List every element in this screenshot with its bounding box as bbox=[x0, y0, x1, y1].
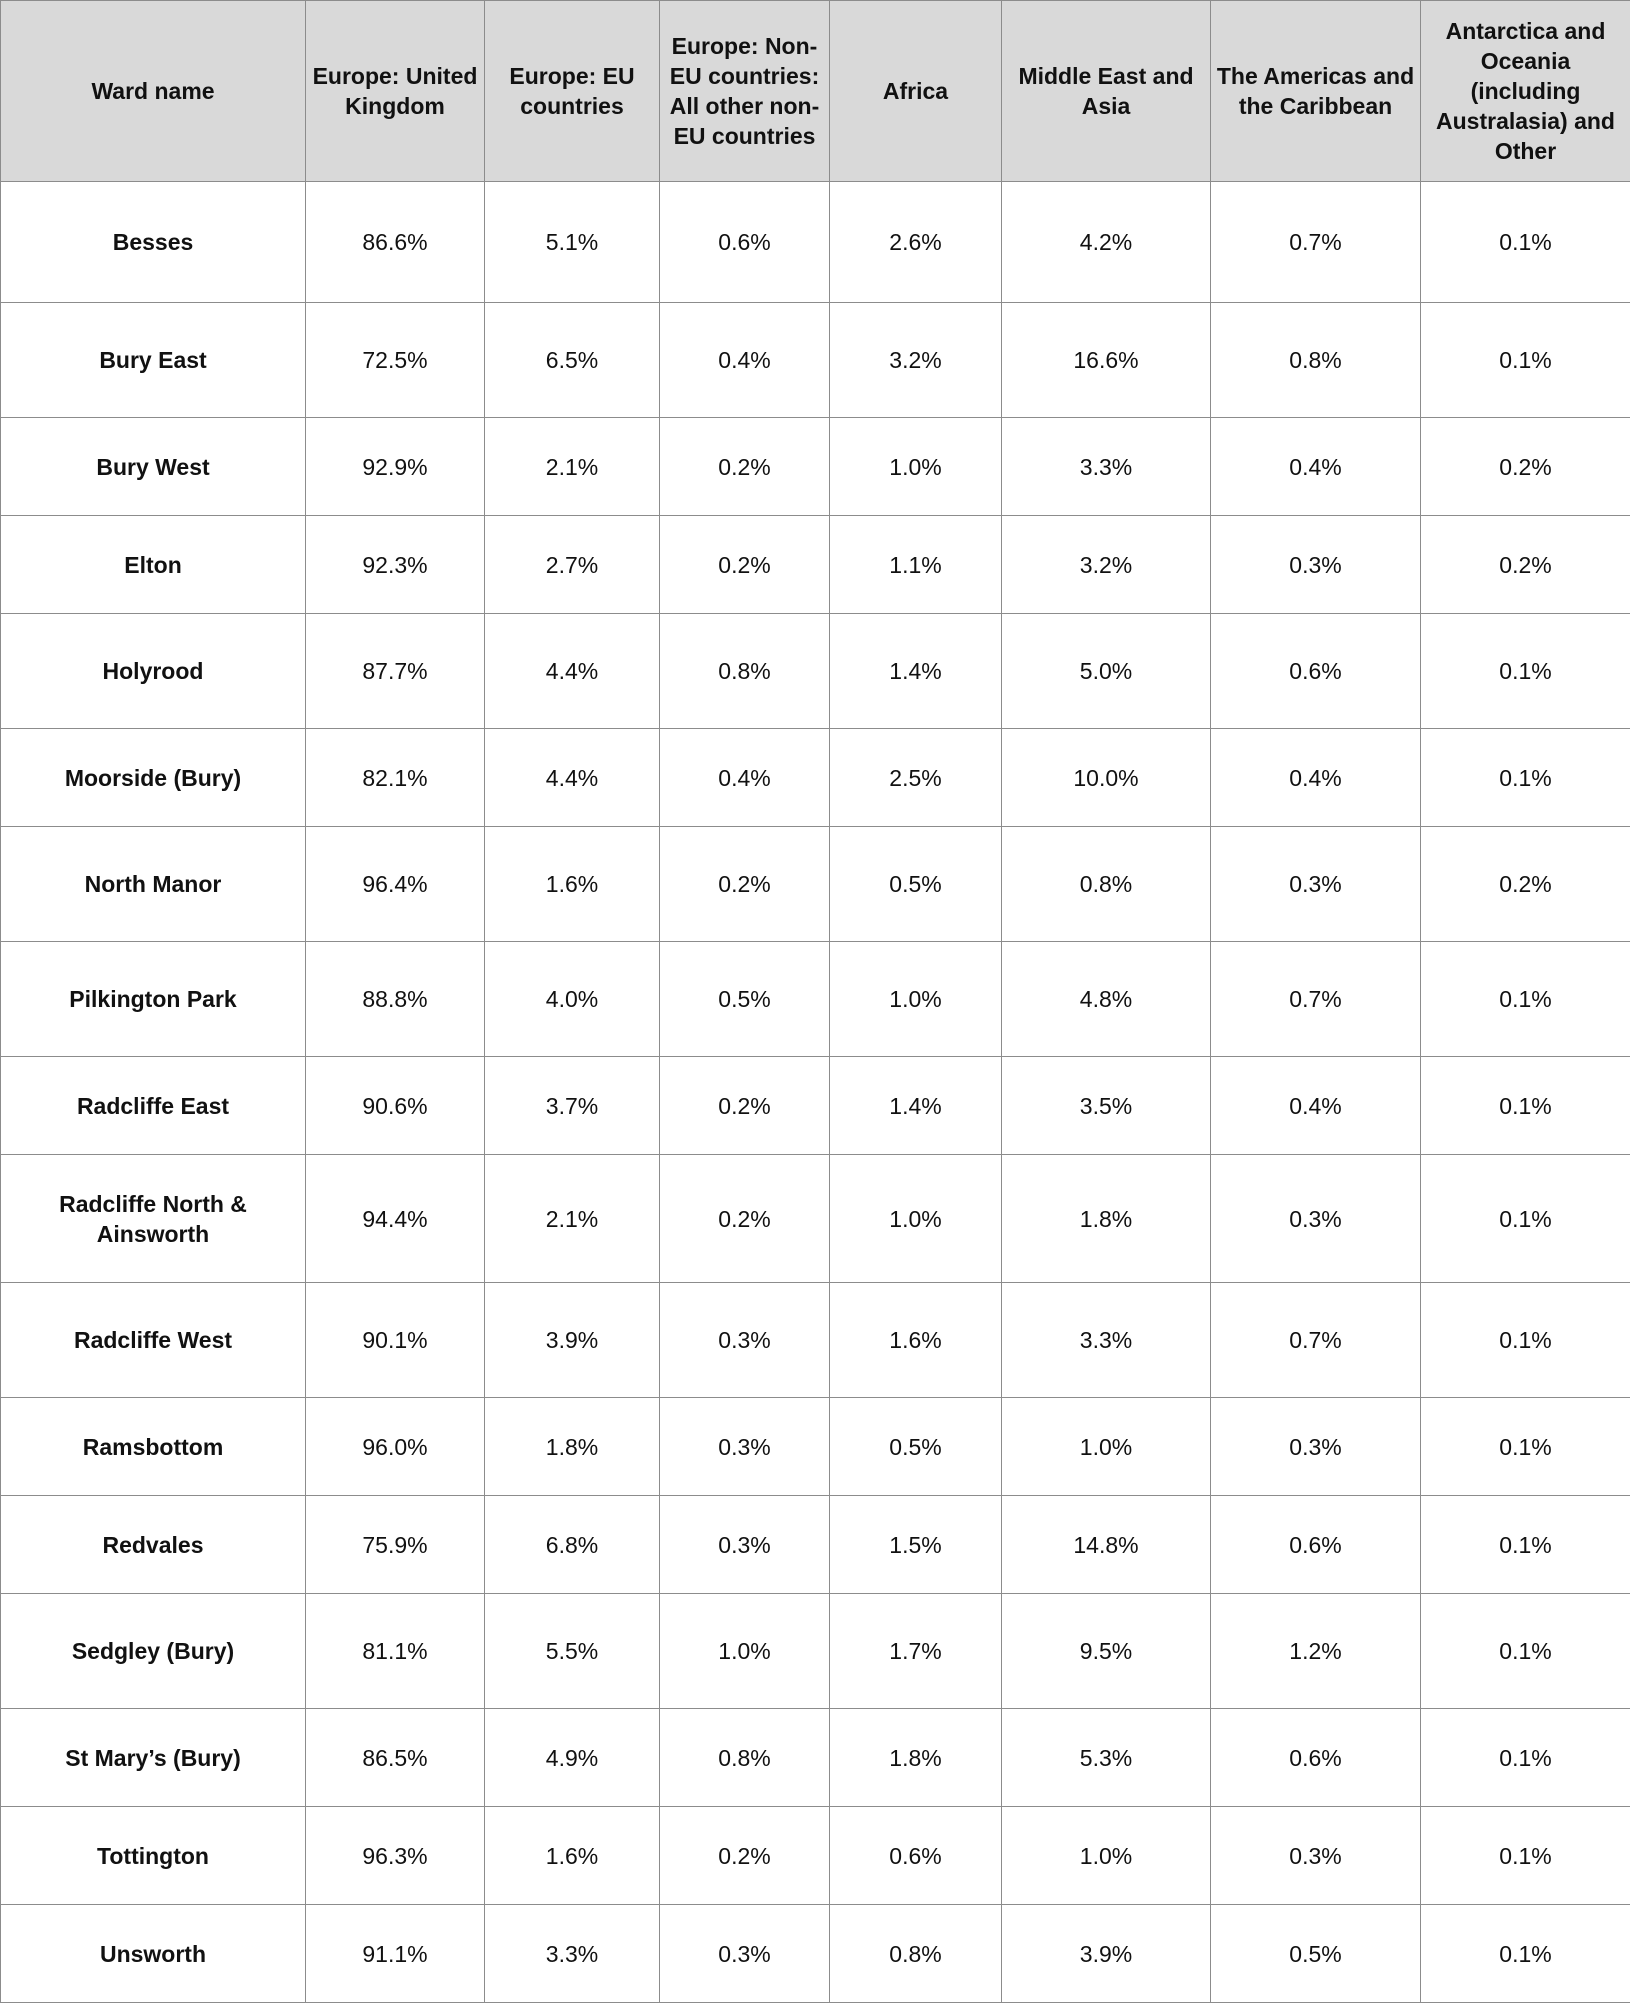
cell-europe-non-eu-countries: 0.2% bbox=[660, 418, 830, 516]
cell-africa: 0.8% bbox=[830, 1905, 1002, 2003]
cell-americas-and-caribbean: 0.6% bbox=[1211, 1496, 1421, 1594]
cell-americas-and-caribbean: 0.7% bbox=[1211, 182, 1421, 303]
table-row bbox=[1, 303, 1630, 418]
cell-europe-united-kingdom: 86.6% bbox=[306, 182, 485, 303]
cell-africa: 2.5% bbox=[830, 729, 1002, 827]
cell-antarctica-oceania-other: 0.1% bbox=[1421, 1496, 1630, 1594]
cell-europe-non-eu-countries: 0.3% bbox=[660, 1496, 830, 1594]
cell-europe-non-eu-countries: 0.4% bbox=[660, 729, 830, 827]
cell-africa: 1.5% bbox=[830, 1496, 1002, 1594]
cell-europe-united-kingdom: 86.5% bbox=[306, 1709, 485, 1807]
table-row bbox=[1, 827, 1630, 942]
cell-americas-and-caribbean: 0.7% bbox=[1211, 942, 1421, 1057]
cell-middle-east-and-asia: 3.2% bbox=[1002, 516, 1211, 614]
table-row bbox=[1, 942, 1630, 1057]
cell-middle-east-and-asia: 5.3% bbox=[1002, 1709, 1211, 1807]
cell-europe-eu-countries: 1.6% bbox=[485, 827, 660, 942]
cell-ward-name: Redvales bbox=[1, 1496, 306, 1594]
cell-antarctica-oceania-other: 0.1% bbox=[1421, 303, 1630, 418]
cell-middle-east-and-asia: 3.3% bbox=[1002, 1283, 1211, 1398]
cell-americas-and-caribbean: 0.3% bbox=[1211, 1155, 1421, 1283]
cell-ward-name: Radcliffe East bbox=[1, 1057, 306, 1155]
cell-europe-united-kingdom: 96.4% bbox=[306, 827, 485, 942]
cell-middle-east-and-asia: 3.9% bbox=[1002, 1905, 1211, 2003]
cell-antarctica-oceania-other: 0.1% bbox=[1421, 1807, 1630, 1905]
cell-ward-name: Ramsbottom bbox=[1, 1398, 306, 1496]
cell-africa: 1.8% bbox=[830, 1709, 1002, 1807]
cell-europe-non-eu-countries: 0.4% bbox=[660, 303, 830, 418]
cell-europe-non-eu-countries: 0.8% bbox=[660, 1709, 830, 1807]
table-row bbox=[1, 729, 1630, 827]
cell-americas-and-caribbean: 0.4% bbox=[1211, 418, 1421, 516]
cell-europe-non-eu-countries: 1.0% bbox=[660, 1594, 830, 1709]
cell-europe-united-kingdom: 90.1% bbox=[306, 1283, 485, 1398]
cell-middle-east-and-asia: 1.8% bbox=[1002, 1155, 1211, 1283]
cell-ward-name: Elton bbox=[1, 516, 306, 614]
cell-ward-name: Bury West bbox=[1, 418, 306, 516]
cell-ward-name: Radcliffe West bbox=[1, 1283, 306, 1398]
header-ward-name: Ward name bbox=[1, 1, 306, 182]
cell-europe-united-kingdom: 96.3% bbox=[306, 1807, 485, 1905]
table-row bbox=[1, 1709, 1630, 1807]
cell-antarctica-oceania-other: 0.1% bbox=[1421, 942, 1630, 1057]
cell-americas-and-caribbean: 0.3% bbox=[1211, 827, 1421, 942]
cell-antarctica-oceania-other: 0.1% bbox=[1421, 1057, 1630, 1155]
cell-europe-eu-countries: 3.7% bbox=[485, 1057, 660, 1155]
cell-americas-and-caribbean: 0.5% bbox=[1211, 1905, 1421, 2003]
cell-europe-united-kingdom: 94.4% bbox=[306, 1155, 485, 1283]
cell-europe-eu-countries: 3.3% bbox=[485, 1905, 660, 2003]
cell-americas-and-caribbean: 0.6% bbox=[1211, 1709, 1421, 1807]
header-row bbox=[1, 1, 1630, 182]
cell-europe-united-kingdom: 81.1% bbox=[306, 1594, 485, 1709]
cell-africa: 1.4% bbox=[830, 614, 1002, 729]
cell-ward-name: North Manor bbox=[1, 827, 306, 942]
cell-antarctica-oceania-other: 0.1% bbox=[1421, 1283, 1630, 1398]
cell-middle-east-and-asia: 3.5% bbox=[1002, 1057, 1211, 1155]
cell-antarctica-oceania-other: 0.2% bbox=[1421, 827, 1630, 942]
cell-europe-non-eu-countries: 0.2% bbox=[660, 1807, 830, 1905]
cell-europe-united-kingdom: 91.1% bbox=[306, 1905, 485, 2003]
cell-africa: 1.7% bbox=[830, 1594, 1002, 1709]
table-row bbox=[1, 182, 1630, 303]
cell-europe-eu-countries: 6.8% bbox=[485, 1496, 660, 1594]
table-row bbox=[1, 1496, 1630, 1594]
cell-antarctica-oceania-other: 0.1% bbox=[1421, 1709, 1630, 1807]
cell-middle-east-and-asia: 16.6% bbox=[1002, 303, 1211, 418]
cell-middle-east-and-asia: 1.0% bbox=[1002, 1398, 1211, 1496]
cell-ward-name: Tottington bbox=[1, 1807, 306, 1905]
header-antarctica-oceania-other: Antarctica and Oceania (including Australasia) and Other bbox=[1421, 1, 1630, 182]
cell-europe-non-eu-countries: 0.2% bbox=[660, 1155, 830, 1283]
cell-middle-east-and-asia: 1.0% bbox=[1002, 1807, 1211, 1905]
cell-europe-eu-countries: 6.5% bbox=[485, 303, 660, 418]
cell-europe-non-eu-countries: 0.2% bbox=[660, 827, 830, 942]
cell-europe-united-kingdom: 82.1% bbox=[306, 729, 485, 827]
cell-europe-non-eu-countries: 0.3% bbox=[660, 1905, 830, 2003]
table-row bbox=[1, 1807, 1630, 1905]
cell-europe-united-kingdom: 90.6% bbox=[306, 1057, 485, 1155]
cell-europe-non-eu-countries: 0.2% bbox=[660, 516, 830, 614]
cell-europe-united-kingdom: 92.3% bbox=[306, 516, 485, 614]
cell-africa: 1.0% bbox=[830, 418, 1002, 516]
cell-europe-non-eu-countries: 0.8% bbox=[660, 614, 830, 729]
cell-antarctica-oceania-other: 0.2% bbox=[1421, 516, 1630, 614]
cell-europe-non-eu-countries: 0.5% bbox=[660, 942, 830, 1057]
cell-europe-eu-countries: 4.4% bbox=[485, 614, 660, 729]
cell-middle-east-and-asia: 14.8% bbox=[1002, 1496, 1211, 1594]
cell-europe-non-eu-countries: 0.6% bbox=[660, 182, 830, 303]
cell-europe-united-kingdom: 75.9% bbox=[306, 1496, 485, 1594]
cell-antarctica-oceania-other: 0.1% bbox=[1421, 1905, 1630, 2003]
table-row bbox=[1, 614, 1630, 729]
table-row bbox=[1, 1155, 1630, 1283]
table-row bbox=[1, 1398, 1630, 1496]
cell-antarctica-oceania-other: 0.1% bbox=[1421, 1155, 1630, 1283]
header-middle-east-and-asia: Middle East and Asia bbox=[1002, 1, 1211, 182]
cell-middle-east-and-asia: 3.3% bbox=[1002, 418, 1211, 516]
cell-europe-eu-countries: 1.6% bbox=[485, 1807, 660, 1905]
cell-europe-eu-countries: 3.9% bbox=[485, 1283, 660, 1398]
table-body bbox=[1, 182, 1630, 2003]
header-africa: Africa bbox=[830, 1, 1002, 182]
cell-africa: 1.0% bbox=[830, 1155, 1002, 1283]
cell-antarctica-oceania-other: 0.1% bbox=[1421, 1594, 1630, 1709]
cell-africa: 0.5% bbox=[830, 827, 1002, 942]
cell-americas-and-caribbean: 0.3% bbox=[1211, 1398, 1421, 1496]
cell-americas-and-caribbean: 0.7% bbox=[1211, 1283, 1421, 1398]
cell-africa: 0.5% bbox=[830, 1398, 1002, 1496]
cell-europe-eu-countries: 2.7% bbox=[485, 516, 660, 614]
cell-africa: 1.4% bbox=[830, 1057, 1002, 1155]
cell-africa: 1.1% bbox=[830, 516, 1002, 614]
cell-ward-name: Sedgley (Bury) bbox=[1, 1594, 306, 1709]
cell-antarctica-oceania-other: 0.1% bbox=[1421, 182, 1630, 303]
cell-middle-east-and-asia: 0.8% bbox=[1002, 827, 1211, 942]
cell-europe-eu-countries: 2.1% bbox=[485, 418, 660, 516]
header-europe-united-kingdom: Europe: United Kingdom bbox=[306, 1, 485, 182]
cell-americas-and-caribbean: 1.2% bbox=[1211, 1594, 1421, 1709]
cell-europe-eu-countries: 2.1% bbox=[485, 1155, 660, 1283]
cell-middle-east-and-asia: 4.8% bbox=[1002, 942, 1211, 1057]
cell-europe-non-eu-countries: 0.2% bbox=[660, 1057, 830, 1155]
header-europe-non-eu-countries: Europe: Non-EU countries: All other non-EU countries bbox=[660, 1, 830, 182]
cell-middle-east-and-asia: 4.2% bbox=[1002, 182, 1211, 303]
cell-africa: 2.6% bbox=[830, 182, 1002, 303]
cell-antarctica-oceania-other: 0.1% bbox=[1421, 614, 1630, 729]
cell-europe-eu-countries: 5.1% bbox=[485, 182, 660, 303]
cell-ward-name: St Mary’s (Bury) bbox=[1, 1709, 306, 1807]
table-row bbox=[1, 1594, 1630, 1709]
cell-europe-united-kingdom: 72.5% bbox=[306, 303, 485, 418]
cell-europe-united-kingdom: 87.7% bbox=[306, 614, 485, 729]
cell-africa: 0.6% bbox=[830, 1807, 1002, 1905]
cell-europe-eu-countries: 4.4% bbox=[485, 729, 660, 827]
cell-europe-eu-countries: 1.8% bbox=[485, 1398, 660, 1496]
header-europe-eu-countries: Europe: EU countries bbox=[485, 1, 660, 182]
cell-europe-eu-countries: 4.9% bbox=[485, 1709, 660, 1807]
cell-middle-east-and-asia: 9.5% bbox=[1002, 1594, 1211, 1709]
cell-antarctica-oceania-other: 0.1% bbox=[1421, 1398, 1630, 1496]
cell-europe-united-kingdom: 88.8% bbox=[306, 942, 485, 1057]
cell-ward-name: Holyrood bbox=[1, 614, 306, 729]
cell-ward-name: Pilkington Park bbox=[1, 942, 306, 1057]
cell-europe-united-kingdom: 96.0% bbox=[306, 1398, 485, 1496]
cell-americas-and-caribbean: 0.3% bbox=[1211, 516, 1421, 614]
cell-ward-name: Radcliffe North & Ainsworth bbox=[1, 1155, 306, 1283]
table-row bbox=[1, 516, 1630, 614]
cell-middle-east-and-asia: 5.0% bbox=[1002, 614, 1211, 729]
cell-africa: 1.0% bbox=[830, 942, 1002, 1057]
cell-africa: 1.6% bbox=[830, 1283, 1002, 1398]
cell-americas-and-caribbean: 0.6% bbox=[1211, 614, 1421, 729]
cell-ward-name: Unsworth bbox=[1, 1905, 306, 2003]
cell-europe-eu-countries: 4.0% bbox=[485, 942, 660, 1057]
cell-ward-name: Besses bbox=[1, 182, 306, 303]
cell-ward-name: Moorside (Bury) bbox=[1, 729, 306, 827]
table-row bbox=[1, 1283, 1630, 1398]
cell-europe-non-eu-countries: 0.3% bbox=[660, 1283, 830, 1398]
table-row bbox=[1, 1905, 1630, 2003]
cell-americas-and-caribbean: 0.3% bbox=[1211, 1807, 1421, 1905]
table-row bbox=[1, 1057, 1630, 1155]
cell-middle-east-and-asia: 10.0% bbox=[1002, 729, 1211, 827]
cell-europe-non-eu-countries: 0.3% bbox=[660, 1398, 830, 1496]
cell-americas-and-caribbean: 0.4% bbox=[1211, 1057, 1421, 1155]
cell-europe-eu-countries: 5.5% bbox=[485, 1594, 660, 1709]
header-americas-and-caribbean: The Americas and the Caribbean bbox=[1211, 1, 1421, 182]
cell-ward-name: Bury East bbox=[1, 303, 306, 418]
table-row bbox=[1, 418, 1630, 516]
cell-africa: 3.2% bbox=[830, 303, 1002, 418]
cell-americas-and-caribbean: 0.8% bbox=[1211, 303, 1421, 418]
cell-antarctica-oceania-other: 0.2% bbox=[1421, 418, 1630, 516]
cell-americas-and-caribbean: 0.4% bbox=[1211, 729, 1421, 827]
cell-antarctica-oceania-other: 0.1% bbox=[1421, 729, 1630, 827]
cell-europe-united-kingdom: 92.9% bbox=[306, 418, 485, 516]
